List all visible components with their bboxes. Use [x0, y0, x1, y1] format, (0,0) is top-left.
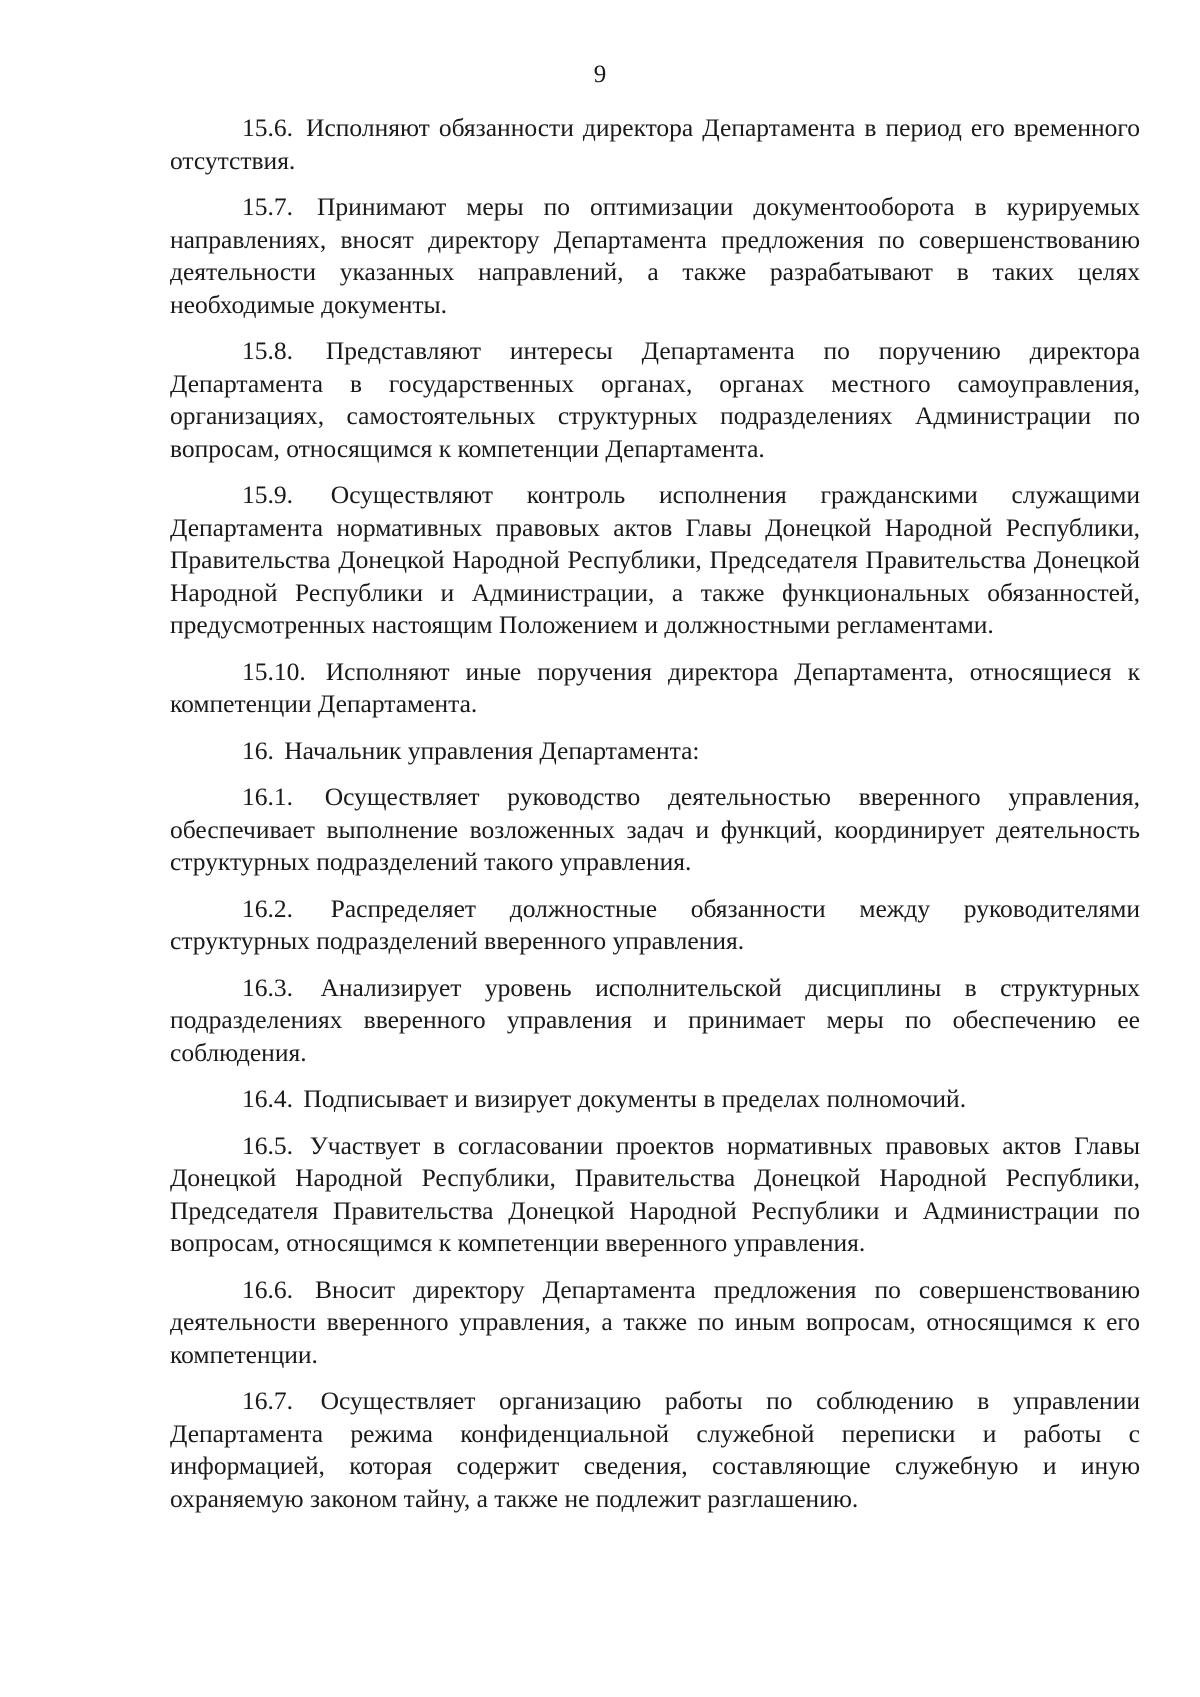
- paragraph-number: 16.7.: [242, 1386, 293, 1415]
- paragraph-15-10: [170, 656, 1140, 721]
- paragraph-text: Распределяет должностные обязанности между руководителями структурных подразделений вверенного управления.: [170, 893, 1140, 955]
- document-body: [170, 112, 1140, 1529]
- paragraph-16-6: [170, 1274, 1140, 1372]
- paragraph-number: 16.3.: [242, 972, 293, 1002]
- paragraph-number: 16.6.: [242, 1274, 293, 1304]
- paragraph-number: 16.: [242, 735, 274, 765]
- paragraph-number: 16.5.: [242, 1130, 293, 1160]
- paragraph-text: Начальник управления Департамента:: [284, 735, 700, 765]
- paragraph-text: Осуществляет организацию работы по соблюдению в управлении Департамента режима конфиденциальной служебной переписки и работы с информацией, которая содержит сведения, составляющие служебную и иную охраняемую законом тайну, а также не подлежит разглашению.: [170, 1386, 1140, 1513]
- paragraph-text: Подписывает и визирует документы в пределах полномочий.: [303, 1084, 967, 1113]
- paragraph-number: 15.9.: [242, 480, 293, 509]
- paragraph-text: Участвует в согласовании проектов нормативных правовых актов Главы Донецкой Народной Республики, Правительства Донецкой Народной Республики, Председателя Правительства Донецкой Народной Республики и Администрации по вопросам, относящимся к компетенции вверенного управления.: [170, 1130, 1141, 1257]
- paragraph-number: 16.1.: [242, 782, 293, 811]
- paragraph-16: [170, 735, 1140, 768]
- paragraph-15-6: [170, 112, 1140, 177]
- paragraph-text: Осуществляют контроль исполнения гражданскими служащими Департамента нормативных правовых актов Главы Донецкой Народной Республики, Правительства Донецкой Народной Республики, Председателя Правительства Донецкой Народной Республики и Администрации, а также функциональных обязанностей, предусмотренных настоящим Положением и должностными регламентами.: [170, 480, 1140, 639]
- paragraph-15-7: [170, 191, 1140, 321]
- paragraph-number: 15.6.: [242, 113, 293, 142]
- paragraph-text: Принимают меры по оптимизации документооборота в курируемых направлениях, вносят директору Департамента предложения по совершенствованию деятельности указанных направлений, а также разрабатывают в таких целях необходимые документы.: [170, 192, 1140, 319]
- paragraph-number: 15.8.: [242, 336, 293, 365]
- paragraph-16-7: [170, 1385, 1140, 1515]
- paragraph-16-2: [170, 893, 1140, 958]
- page-number: 9: [593, 61, 607, 88]
- paragraph-text: Вносит директору Департамента предложения по совершенствованию деятельности вверенного управления, а также по иным вопросам, относящимся к его компетенции.: [170, 1274, 1140, 1369]
- paragraph-text: Исполняют обязанности директора Департамента в период его временного отсутствия.: [170, 113, 1140, 175]
- paragraph-16-5: [170, 1130, 1140, 1260]
- paragraph-16-1: [170, 781, 1140, 879]
- paragraph-number: 15.7.: [242, 192, 293, 221]
- paragraph-number: 16.4.: [242, 1084, 293, 1113]
- paragraph-16-4: [170, 1083, 1140, 1116]
- paragraph-text: Исполняют иные поручения директора Департамента, относящиеся к компетенции Департамента.: [170, 656, 1141, 718]
- paragraph-15-8: [170, 335, 1140, 465]
- paragraph-text: Анализирует уровень исполнительской дисциплины в структурных подразделениях вверенного управления и принимает меры по обеспечению ее соблюдения.: [170, 972, 1140, 1067]
- paragraph-text: Осуществляет руководство деятельностью вверенного управления, обеспечивает выполнение возложенных задач и функций, координирует деятельность структурных подразделений такого управления.: [170, 782, 1140, 876]
- paragraph-text: Представляют интересы Департамента по поручению директора Департамента в государственных органах, органах местного самоуправления, организациях, самостоятельных структурных подразделениях Администрации по вопросам, относящимся к компетенции Департамента.: [170, 336, 1141, 463]
- paragraph-16-3: [170, 972, 1140, 1070]
- paragraph-number: 16.2.: [242, 893, 293, 923]
- paragraph-number: 15.10.: [242, 656, 306, 686]
- paragraph-15-9: [170, 479, 1140, 642]
